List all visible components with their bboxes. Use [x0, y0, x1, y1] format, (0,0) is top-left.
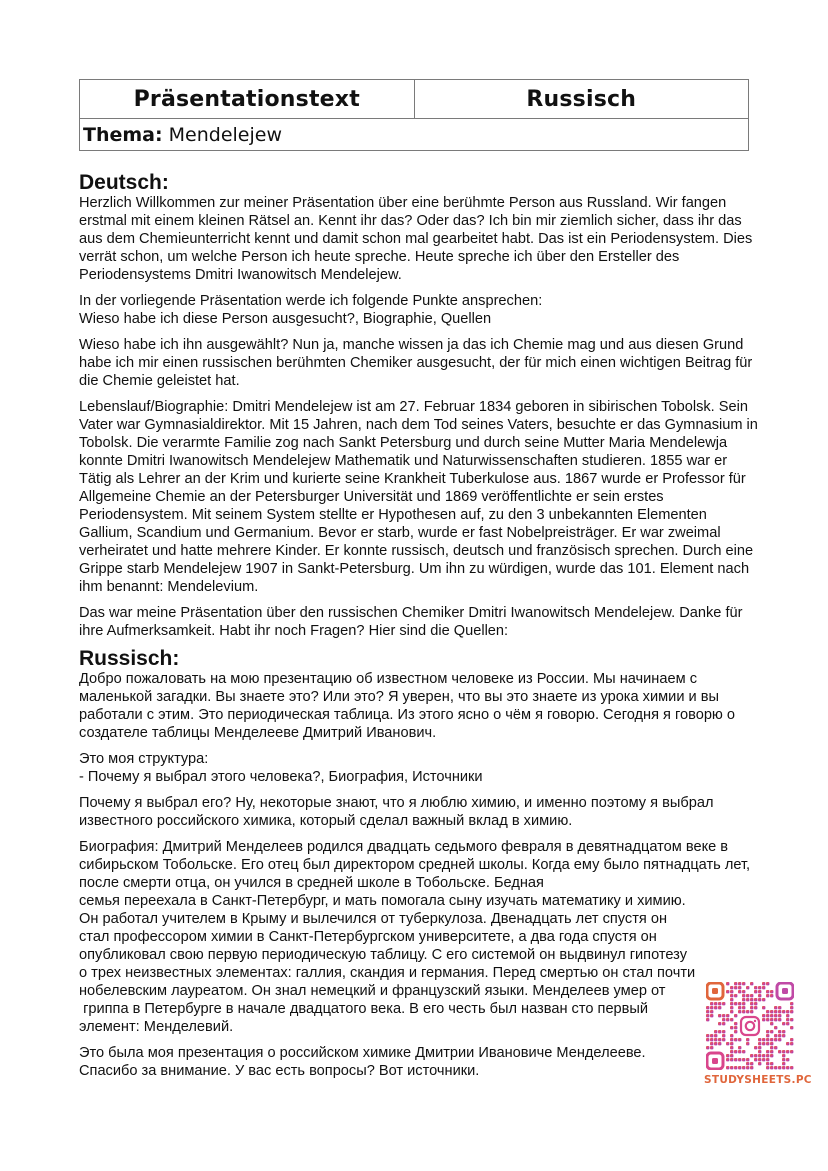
qr-module — [766, 990, 769, 993]
qr-module — [706, 1034, 709, 1037]
qr-module — [766, 1034, 769, 1037]
qr-module — [718, 1030, 721, 1033]
qr-module — [770, 1042, 773, 1045]
qr-module — [790, 1018, 793, 1021]
qr-module — [782, 1062, 785, 1065]
qr-module — [762, 982, 765, 985]
qr-module — [790, 1002, 793, 1005]
qr-module — [746, 998, 749, 1001]
qr-module — [782, 1030, 785, 1033]
qr-module — [782, 1054, 785, 1057]
qr-module — [746, 1062, 749, 1065]
qr-module — [742, 982, 745, 985]
qr-module — [722, 1018, 725, 1021]
qr-module — [722, 1002, 725, 1005]
qr-module — [770, 1050, 773, 1053]
qr-module — [706, 1010, 709, 1013]
qr-module — [738, 1006, 741, 1009]
qr-module — [726, 1014, 729, 1017]
german-section — [79, 172, 759, 640]
qr-module — [778, 1010, 781, 1013]
qr-module — [734, 1002, 737, 1005]
qr-module — [722, 1038, 725, 1041]
qr-module — [710, 1002, 713, 1005]
qr-module — [754, 1002, 757, 1005]
qr-module — [718, 1022, 721, 1025]
qr-module — [762, 1042, 765, 1045]
qr-module — [758, 1062, 761, 1065]
qr-module — [742, 1058, 745, 1061]
qr-module — [778, 1066, 781, 1069]
qr-module — [726, 1066, 729, 1069]
qr-module — [770, 1062, 773, 1065]
qr-module — [790, 1006, 793, 1009]
german-paragraph: Wieso habe ich diese Person ausgesucht?, Biographie, Quellen — [79, 311, 492, 327]
qr-module — [742, 1066, 745, 1069]
qr-module — [750, 982, 753, 985]
qr-module — [718, 1038, 721, 1041]
qr-module — [730, 1050, 733, 1053]
qr-module — [726, 990, 729, 993]
qr-module — [790, 1010, 793, 1013]
qr-module — [730, 1034, 733, 1037]
header-table — [79, 79, 749, 151]
qr-module — [734, 1050, 737, 1053]
qr-module — [742, 1050, 745, 1053]
qr-module — [734, 994, 737, 997]
qr-module — [770, 1066, 773, 1069]
qr-module — [706, 1046, 709, 1049]
qr-module — [786, 1022, 789, 1025]
qr-module — [710, 1034, 713, 1037]
russian-paragraph: - Почему я выбрал этого человека?, Биография, Источники — [79, 769, 483, 785]
qr-module — [714, 1042, 717, 1045]
qr-module — [762, 998, 765, 1001]
qr-module — [778, 1034, 781, 1037]
qr-module — [734, 1038, 737, 1041]
qr-module — [750, 1054, 753, 1057]
qr-module — [738, 1038, 741, 1041]
qr-module — [738, 1002, 741, 1005]
qr-module — [774, 1046, 777, 1049]
russian-paragraph: Это была моя презентация о российском химике Дмитрии Ивановиче Менделееве. Спасибо за внимание. У вас есть вопросы? Вот источники. — [79, 1045, 646, 1079]
qr-module — [738, 1058, 741, 1061]
russian-paragraph: Это моя структура: — [79, 751, 209, 767]
qr-module — [730, 1046, 733, 1049]
qr-module — [766, 1058, 769, 1061]
qr-module — [718, 1006, 721, 1009]
qr-module — [710, 1046, 713, 1049]
qr-module — [754, 1058, 757, 1061]
qr-module — [766, 1054, 769, 1057]
russian-heading: Russisch: — [79, 647, 180, 670]
qr-module — [734, 1058, 737, 1061]
instagram-icon — [739, 1015, 761, 1037]
qr-module — [774, 1010, 777, 1013]
qr-module — [730, 998, 733, 1001]
qr-module — [714, 1034, 717, 1037]
qr-module — [746, 1066, 749, 1069]
qr-module — [770, 1010, 773, 1013]
qr-module — [782, 1034, 785, 1037]
qr-module — [746, 1038, 749, 1041]
qr-module — [726, 1042, 729, 1045]
qr-module — [774, 1014, 777, 1017]
qr-module — [770, 1054, 773, 1057]
qr-module — [762, 1018, 765, 1021]
qr-module — [710, 1014, 713, 1017]
qr-module — [714, 1006, 717, 1009]
qr-module — [710, 1010, 713, 1013]
german-paragraph: Lebenslauf/Biographie: Dmitri Mendelejew ist am 27. Februar 1834 geboren in sibirischen Tobolsk. Sein Vater war Gymnasialdirektor. Mit 15 Jahren, nach dem Tod seines Vaters, besuchte er das Gymnasium in Tobolsk. Die verarmte Familie zog nach Sankt Petersburg und durch seine Mutter Maria Mendelewja konnte Dmitri Iwanowitsch Mendelejew Mathematik und Naturwissenschaften studieren. 1855 war er Tätig als Lehrer an der Krim und kurierte seine Krankheit Tuberkulose aus. 1867 wurde er Professor für Allgemeine Chemie an der Petersburger Universität und 1869 veröffentlichte er sein erstes Periodensystem. Mit seinem System stellte er Hypothesen auf, zu den 3 unbekannten Elementen Gallium, Scandium und Germanium. Bevor er starb, wurde er fast Nobelpreisträger. Er war zweimal verheiratet und hatte mehrere Kinder. Er konnte russisch, deutsch und französisch sprechen. Durch eine Grippe starb Mendelejew 1907 in Sankt-Petersburg. Um ihn zu würdigen, wurde das 101. Element nach ihm benannt: Mendelevium. — [79, 399, 758, 595]
qr-module — [778, 1018, 781, 1021]
qr-module — [734, 982, 737, 985]
qr-module — [770, 994, 773, 997]
qr-module — [742, 990, 745, 993]
qr-module — [762, 1058, 765, 1061]
russian-paragraph: Почему я выбрал его? Ну, некоторые знают, что я люблю химию, и именно поэтому я выбрал известного российского химика, который сделал важный вклад в химию. — [79, 795, 714, 829]
qr-module — [778, 1006, 781, 1009]
qr-module — [722, 1030, 725, 1033]
qr-finder-top-left — [707, 983, 723, 999]
qr-module — [754, 1006, 757, 1009]
russian-paragraph: семья переехала в Санкт-Петербург, и мать помогала сыну изучать математику и химию. Он работал учителем в Крыму и вылечился от туберкулоза. Двенадцать лет спустя он стал профессором химии в Санкт-Петербургском университете, а два года спустя он опубликовал свою первую периодическую таблицу. С его системой он выдвинул гипотезу о трех неизвестных элементах: галлия, скандия и германия. Перед смертью он стал почти нобелевским лауреатом. Он знал немецкий и французский языки. Менделеев умер от — [79, 893, 696, 999]
qr-module — [786, 1066, 789, 1069]
qr-module — [710, 1038, 713, 1041]
qr-module — [750, 1002, 753, 1005]
qr-module — [786, 1014, 789, 1017]
qr-module — [726, 1018, 729, 1021]
qr-module — [734, 986, 737, 989]
qr-module — [770, 1014, 773, 1017]
qr-module — [782, 1058, 785, 1061]
qr-module — [762, 986, 765, 989]
qr-code — [706, 982, 794, 1070]
qr-module — [726, 1058, 729, 1061]
qr-module — [770, 1046, 773, 1049]
document-body — [79, 172, 759, 1088]
qr-module — [758, 990, 761, 993]
qr-module — [742, 994, 745, 997]
qr-module — [730, 1026, 733, 1029]
qr-module — [766, 1066, 769, 1069]
german-paragraph: In der vorliegende Präsentation werde ich folgende Punkte ansprechen: — [79, 293, 543, 309]
qr-module — [746, 1058, 749, 1061]
qr-finder-top-right — [777, 983, 793, 999]
russian-paragraph: гриппа в Петербурге в начале двадцатого века. В его честь был назван сто первый элемент: Менделевий. — [79, 1001, 653, 1035]
qr-module — [754, 990, 757, 993]
qr-module — [766, 1062, 769, 1065]
qr-module — [782, 1022, 785, 1025]
qr-module — [734, 1066, 737, 1069]
german-heading: Deutsch: — [79, 171, 169, 194]
qr-module — [762, 1038, 765, 1041]
qr-module — [758, 1054, 761, 1057]
qr-module — [730, 1038, 733, 1041]
qr-module — [750, 1062, 753, 1065]
qr-module — [722, 1014, 725, 1017]
qr-module — [730, 1018, 733, 1021]
qr-module — [742, 1006, 745, 1009]
qr-module — [726, 1054, 729, 1057]
qr-module — [706, 1018, 709, 1021]
qr-module — [714, 1030, 717, 1033]
russian-paragraph: Биография: Дмитрий Менделеев родился двадцать седьмого февраля в девятнадцатом веке в сибирьском Тобольске. Его отец был директором средней школы. Когда ему было пятнадцать лет, после смерти отца, он учился в средней школе в Тобольске. Бедная — [79, 839, 751, 891]
qr-module — [734, 1030, 737, 1033]
qr-module — [734, 1014, 737, 1017]
german-paragraph: Das war meine Präsentation über den russischen Chemiker Dmitri Iwanowitsch Mendelejew. Danke für ihre Aufmerksamkeit. Habt ihr noch Fragen? Hier sind die Quellen: — [79, 605, 743, 639]
qr-module — [766, 1050, 769, 1053]
qr-module — [742, 1002, 745, 1005]
russian-section — [79, 648, 759, 1080]
qr-module — [766, 1010, 769, 1013]
qr-module — [762, 1054, 765, 1057]
qr-module — [774, 1006, 777, 1009]
qr-module — [746, 1010, 749, 1013]
qr-module — [790, 1066, 793, 1069]
qr-module — [774, 1026, 777, 1029]
qr-module — [714, 1002, 717, 1005]
qr-module — [782, 1050, 785, 1053]
qr-module — [738, 982, 741, 985]
qr-module — [766, 1030, 769, 1033]
qr-module — [726, 982, 729, 985]
qr-module — [758, 998, 761, 1001]
qr-module — [758, 986, 761, 989]
qr-module — [758, 1050, 761, 1053]
qr-module — [718, 1002, 721, 1005]
qr-module — [750, 1006, 753, 1009]
qr-module — [722, 1022, 725, 1025]
qr-module — [766, 994, 769, 997]
qr-module — [774, 1018, 777, 1021]
qr-module — [774, 1038, 777, 1041]
qr-module — [750, 998, 753, 1001]
qr-module — [758, 1038, 761, 1041]
topic-row — [80, 119, 749, 151]
qr-module — [786, 1050, 789, 1053]
qr-module — [790, 1050, 793, 1053]
qr-module — [730, 1054, 733, 1057]
german-paragraph: Herzlich Willkommen zur meiner Präsentation über eine berühmte Person aus Russland. Wir fangen erstmal mit einem kleinen Rätsel an. Kennt ihr das? Oder das? Ich bin mir ziemlich sicher, dass ihr das aus dem Chemieunterricht kennt und damit schon mal gearbeitet habt. Das ist ein Periodensystem. Dies verrät schon, um welche Person ich heute spreche. Heute spreche ich über den Ersteller des Periodensystems Dmitri Iwanowitsch Mendelejew. — [79, 195, 753, 283]
qr-module — [738, 1066, 741, 1069]
qr-module — [738, 1050, 741, 1053]
qr-module — [710, 1042, 713, 1045]
qr-module — [754, 986, 757, 989]
qr-module — [746, 986, 749, 989]
qr-module — [718, 1042, 721, 1045]
qr-module — [770, 1038, 773, 1041]
qr-module — [778, 1030, 781, 1033]
qr-module — [778, 1014, 781, 1017]
qr-module — [730, 1066, 733, 1069]
qr-module — [778, 1038, 781, 1041]
header-right-title: Russisch — [414, 80, 749, 119]
qr-module — [786, 1042, 789, 1045]
qr-module — [774, 1034, 777, 1037]
qr-module — [738, 986, 741, 989]
qr-module — [730, 1002, 733, 1005]
qr-module — [758, 994, 761, 997]
qr-module — [754, 1054, 757, 1057]
qr-module — [762, 1006, 765, 1009]
qr-module — [734, 1022, 737, 1025]
qr-module — [730, 1006, 733, 1009]
qr-module — [746, 994, 749, 997]
qr-module — [770, 990, 773, 993]
qr-module — [758, 1042, 761, 1045]
qr-module — [770, 1018, 773, 1021]
qr-module — [774, 1066, 777, 1069]
qr-module — [786, 1058, 789, 1061]
qr-module — [730, 1058, 733, 1061]
qr-module — [762, 1014, 765, 1017]
qr-module — [750, 1066, 753, 1069]
qr-module — [730, 990, 733, 993]
qr-module — [766, 1042, 769, 1045]
german-paragraph: Wieso habe ich ihn ausgewählt? Nun ja, manche wissen ja das ich Chemie mag und aus diesen Grund habe ich mir einen russischen berühmten Chemiker ausgesucht, der für mich einen wichtigen Beitrag für die Chemie geleistet hat. — [79, 337, 753, 389]
qr-module — [790, 1026, 793, 1029]
qr-module — [718, 1014, 721, 1017]
qr-module — [706, 1038, 709, 1041]
qr-module — [766, 1038, 769, 1041]
qr-module — [722, 1034, 725, 1037]
qr-module — [714, 1038, 717, 1041]
brand-label: STUDYSHEETS.PC — [704, 1074, 812, 1086]
qr-module — [750, 994, 753, 997]
qr-module — [750, 1010, 753, 1013]
qr-module — [734, 1026, 737, 1029]
topic-label: Thema: — [83, 123, 163, 146]
qr-module — [746, 1042, 749, 1045]
qr-module — [730, 1010, 733, 1013]
qr-module — [730, 986, 733, 989]
qr-module — [742, 998, 745, 1001]
header-left-title: Präsentationstext — [80, 80, 415, 119]
qr-module — [778, 1050, 781, 1053]
qr-module — [770, 1030, 773, 1033]
qr-module — [782, 1010, 785, 1013]
qr-module — [730, 1042, 733, 1045]
qr-module — [710, 1006, 713, 1009]
qr-module — [730, 994, 733, 997]
qr-module — [766, 982, 769, 985]
qr-module — [786, 1018, 789, 1021]
qr-module — [782, 1066, 785, 1069]
qr-module — [766, 1018, 769, 1021]
qr-module — [738, 990, 741, 993]
qr-module — [786, 1010, 789, 1013]
qr-module — [790, 1038, 793, 1041]
qr-finder-bottom-left — [707, 1053, 723, 1069]
qr-module — [790, 1042, 793, 1045]
qr-module — [758, 1058, 761, 1061]
qr-module — [738, 1046, 741, 1049]
qr-module — [742, 1010, 745, 1013]
qr-module — [706, 1014, 709, 1017]
topic-value: Mendelejew — [168, 123, 282, 146]
russian-paragraph: Добро пожаловать на мою презентацию об известном человеке из России. Мы начинаем с маленькой загадки. Вы знаете это? Или это? Я уверен, что вы это знаете из урока химии и вы работали с этим. Это периодическая таблица. Из этого ясно о чём я говорю. Сегодня я говорю о создателе таблицы Менделееве Дмитрий Иванович. — [79, 671, 736, 741]
qr-module — [754, 998, 757, 1001]
qr-module — [770, 1022, 773, 1025]
qr-module — [758, 1046, 761, 1049]
qr-module — [754, 1046, 757, 1049]
qr-module — [706, 1006, 709, 1009]
qr-module — [766, 1014, 769, 1017]
qr-module — [738, 1010, 741, 1013]
